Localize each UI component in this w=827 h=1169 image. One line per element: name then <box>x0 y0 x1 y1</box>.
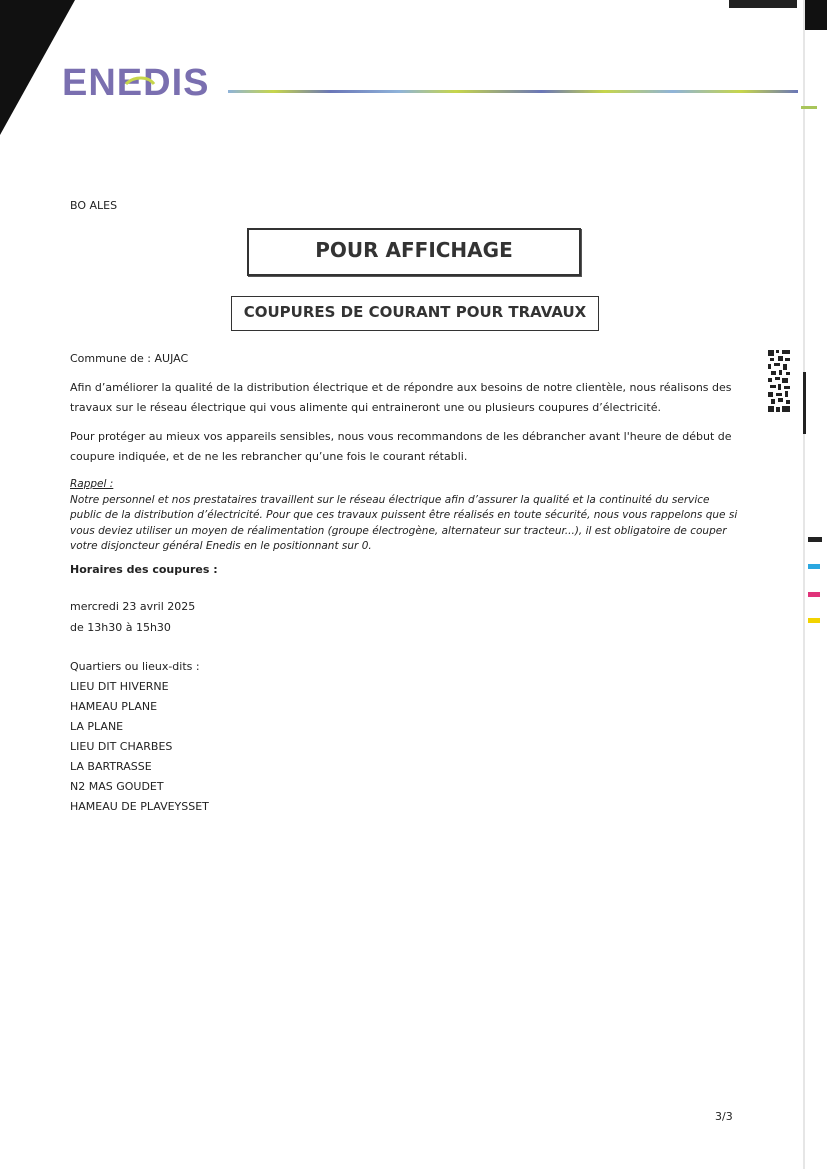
rappel-block <box>70 477 740 555</box>
cyan-color-mark <box>808 564 820 569</box>
list-item: LA PLANE <box>70 720 124 733</box>
quartiers-list <box>70 657 209 817</box>
list-item: HAMEAU PLANE <box>70 700 158 713</box>
scan-top-mark <box>729 0 797 8</box>
list-item: N2 MAS GOUDET <box>70 780 164 793</box>
advice-paragraph: Pour protéger au mieux vos appareils sensibles, nous vous recommandons de les débrancher avant l'heure de début de coupure indiquée, et de ne les rebrancher qu’une fois le courant rétabli. <box>70 430 732 463</box>
logo-underline-rule <box>228 90 798 93</box>
outage-time: de 13h30 à 15h30 <box>70 621 171 634</box>
magenta-color-mark <box>808 592 820 597</box>
scan-edge-mark <box>801 106 817 109</box>
quartiers-heading: Quartiers ou lieux-dits : <box>70 660 200 673</box>
outage-date: mercredi 23 avril 2025 <box>70 600 196 613</box>
sender-label: BO ALES <box>70 199 118 212</box>
subtitle-box <box>231 296 599 331</box>
qr-code-icon <box>768 350 790 412</box>
commune-line: Commune de : AUJAC <box>70 352 189 365</box>
horaires-heading: Horaires des coupures : <box>70 563 218 576</box>
list-item: LIEU DIT HIVERNE <box>70 680 169 693</box>
page-title: POUR AFFICHAGE <box>315 238 513 262</box>
list-item: HAMEAU DE PLAVEYSSET <box>70 800 209 813</box>
page-subtitle: COUPURES DE COURANT POUR TRAVAUX <box>243 303 587 321</box>
yellow-color-mark <box>808 618 820 623</box>
scan-edge-mark <box>808 537 822 542</box>
scan-edge-mark <box>805 0 827 30</box>
intro-paragraph: Afin d’améliorer la qualité de la distribution électrique et de répondre aux besoins de notre clientèle, nous réalisons des travaux sur le réseau électrique qui vous alimente qui entraineront une ou plusieurs coupures d’électricité. <box>70 381 732 414</box>
scan-edge-line <box>803 0 805 1169</box>
rappel-label: Rappel : <box>70 478 114 490</box>
enedis-logo <box>62 62 222 102</box>
page-number: 3/3 <box>715 1110 733 1123</box>
title-box <box>247 228 581 276</box>
list-item: LA BARTRASSE <box>70 760 152 773</box>
list-item: LIEU DIT CHARBES <box>70 740 173 753</box>
scan-edge-mark <box>803 372 806 434</box>
svg-text:ENEDIS: ENEDIS <box>62 62 210 102</box>
rappel-text: Notre personnel et nos prestataires travaillent sur le réseau électrique afin d’assurer la qualité et la continuité du service public de la distribution d’électricité. Pour que ces travaux puissent être réalisés en toute sécurité, nous vous rappelons que si vous deviez utiliser un moyen de réalimentation (groupe électrogène, alternateur sur tracteur...), il est obligatoire de couper votre disjoncteur général Enedis en le positionnant sur 0. <box>70 493 738 552</box>
